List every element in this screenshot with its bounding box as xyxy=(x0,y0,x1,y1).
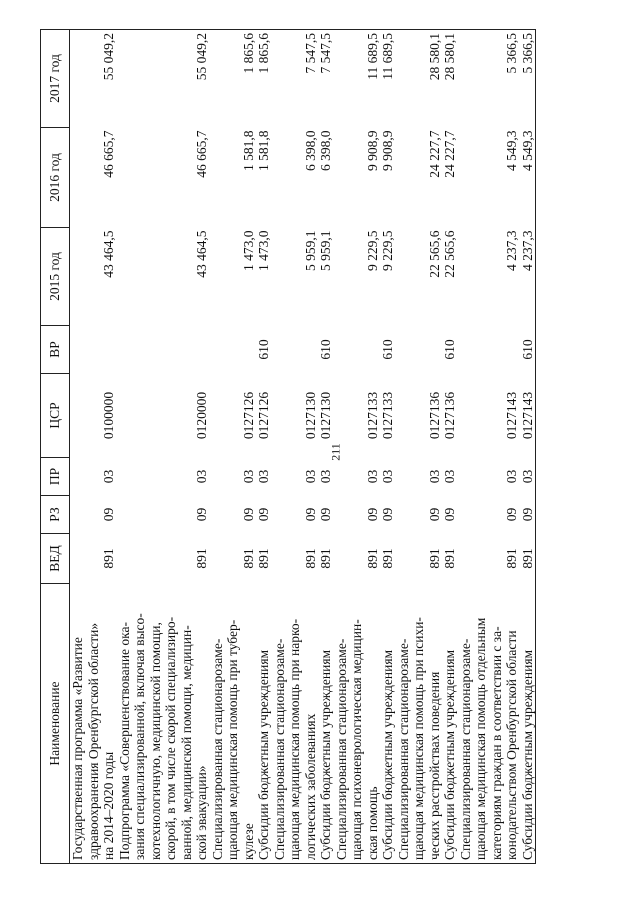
header-name: Наименование xyxy=(41,584,70,864)
cell-ved: 891 xyxy=(101,548,116,569)
row-name-cell xyxy=(458,584,520,864)
cell-rz: 09 xyxy=(318,507,333,522)
row-name-line: ская помощь xyxy=(364,786,380,860)
cell-pr: 03 xyxy=(101,469,116,484)
cell-y2015: 43 464,5 xyxy=(101,230,116,278)
cell-ved: 891 xyxy=(302,548,318,569)
cell-csr: 0120000 xyxy=(194,391,209,440)
cell-csr: 0100000 xyxy=(101,391,116,440)
cell-pr: 03 xyxy=(302,469,318,484)
row-name-line: щающая медицинская помощь при психи- xyxy=(411,617,426,860)
cell-csr: 0127136 xyxy=(442,391,457,440)
row-name-line: Специализированная стационарозаме- xyxy=(457,638,473,860)
cell-y2017: 5 366,5 xyxy=(520,30,536,128)
cell-y2015: 9 229,5 xyxy=(380,230,395,271)
row-name-line: кулезе xyxy=(240,823,256,860)
table-row xyxy=(272,30,319,864)
cell-csr: 0127130 xyxy=(318,391,333,440)
row-name-line: Специализированная стационарозаме- xyxy=(209,638,225,860)
row-name-line: логических заболеваниях xyxy=(302,713,318,860)
cell-vr: 610 xyxy=(442,339,457,360)
cell-y2017: 55 049,2 xyxy=(117,30,210,128)
cell-y2015: 22 565,6 xyxy=(442,230,457,278)
row-name-line: Субсидии бюджетным учреждениям xyxy=(318,649,333,860)
table-row xyxy=(380,30,396,864)
cell-y2016: 4 549,3 xyxy=(520,128,536,228)
cell-rz: 09 xyxy=(256,507,271,522)
cell-y2017: 28 580,1 xyxy=(442,30,458,128)
cell-rz: 09 xyxy=(426,507,442,522)
cell-ved: 891 xyxy=(194,548,209,569)
row-name-line: ванной, медицинской помощи, медицин- xyxy=(178,625,194,860)
cell-ved: 891 xyxy=(240,548,256,569)
row-name-line: Специализированная стационарозаме- xyxy=(271,638,287,860)
row-name-line: ческих расстройствах поведения xyxy=(426,671,442,860)
row-name-line: здравоохранения Оренбургской области» xyxy=(85,622,101,860)
table-row xyxy=(442,30,458,864)
cell-y2016: 6 398,0 xyxy=(318,130,333,171)
table-row xyxy=(318,30,334,864)
cell-ved: 891 xyxy=(318,548,333,569)
row-name-line: щающая психоневрологическая медицин- xyxy=(349,619,364,860)
cell-y2016: 4 549,3 xyxy=(504,130,519,171)
row-name-line: конодательством Оренбургской области xyxy=(504,630,519,860)
table-header-row xyxy=(41,30,70,864)
cell-pr: 03 xyxy=(256,469,271,484)
cell-csr: 0127143 xyxy=(504,391,519,440)
row-name-cell xyxy=(334,584,381,864)
cell-vr xyxy=(272,326,319,374)
table-body xyxy=(70,30,536,864)
header-2015: 2015 год xyxy=(41,228,70,326)
cell-pr: 03 xyxy=(520,458,536,496)
cell-vr: 610 xyxy=(256,339,271,360)
row-name-line: Субсидии бюджетным учреждениям xyxy=(380,649,395,860)
cell-ved: 891 xyxy=(520,534,536,584)
cell-vr: 610 xyxy=(520,326,536,374)
cell-rz: 09 xyxy=(504,507,519,522)
header-vr: ВР xyxy=(41,326,70,374)
header-rz: РЗ xyxy=(41,496,70,534)
table-row xyxy=(458,30,520,864)
row-name-line: скорой, в том числе скорой специализиро- xyxy=(163,616,178,860)
cell-y2015: 4 237,3 xyxy=(520,228,536,326)
cell-y2017: 55 049,2 xyxy=(70,30,117,128)
table-row xyxy=(70,30,117,864)
row-name-cell xyxy=(272,584,319,864)
budget-table xyxy=(40,29,536,864)
cell-y2017: 11 689,5 xyxy=(334,30,381,128)
cell-rz: 09 xyxy=(364,507,380,522)
cell-pr: 03 xyxy=(442,469,457,484)
row-name-line: Специализированная стационарозаме- xyxy=(333,638,349,860)
header-ved: ВЕД xyxy=(41,534,70,584)
cell-y2015: 1 473,0 xyxy=(240,230,256,271)
row-name-line: Субсидии бюджетным учреждениям xyxy=(519,649,535,860)
cell-vr xyxy=(396,326,443,374)
cell-y2015: 9 229,5 xyxy=(364,230,380,271)
cell-pr: 03 xyxy=(504,469,519,484)
cell-y2017: 1 865,6 xyxy=(210,30,257,128)
table-row xyxy=(256,30,272,864)
cell-y2015: 5 959,1 xyxy=(302,230,318,271)
cell-y2016: 1 581,8 xyxy=(240,130,256,171)
cell-csr: 0127136 xyxy=(426,391,442,440)
cell-csr: 0127133 xyxy=(364,391,380,440)
cell-vr: 610 xyxy=(318,339,333,360)
row-name-cell xyxy=(70,584,117,864)
table-row xyxy=(334,30,381,864)
cell-vr xyxy=(334,326,381,374)
row-name-line: Субсидии бюджетным учреждениям xyxy=(256,649,271,860)
row-name-line: ской эвакуации» xyxy=(194,765,209,860)
cell-pr: 03 xyxy=(426,469,442,484)
row-name-line: категориям граждан в соответствии с за- xyxy=(488,626,504,860)
cell-y2015: 5 959,1 xyxy=(318,230,333,271)
cell-pr: 03 xyxy=(380,469,395,484)
cell-rz: 09 xyxy=(240,507,256,522)
cell-rz: 09 xyxy=(442,507,457,522)
cell-y2015: 43 464,5 xyxy=(194,230,209,278)
cell-y2017: 28 580,1 xyxy=(396,30,443,128)
cell-ved: 891 xyxy=(364,548,380,569)
cell-y2017: 1 865,6 xyxy=(256,30,272,128)
cell-y2016: 24 227,7 xyxy=(442,130,457,178)
table-row xyxy=(396,30,443,864)
row-name-line: Специализированная стационарозаме- xyxy=(395,638,411,860)
header-csr: ЦСР xyxy=(41,374,70,458)
row-name-cell xyxy=(256,584,272,864)
cell-ved: 891 xyxy=(504,548,519,569)
page-number: 211 xyxy=(328,443,343,461)
row-name-cell xyxy=(318,584,334,864)
header-2017: 2017 год xyxy=(41,30,70,128)
cell-vr xyxy=(70,326,117,374)
cell-y2015: 4 237,3 xyxy=(504,230,519,271)
cell-csr: 0127126 xyxy=(256,391,271,440)
cell-rz: 09 xyxy=(101,507,116,522)
cell-y2016: 9 908,9 xyxy=(364,130,380,171)
cell-y2015: 1 473,0 xyxy=(256,230,271,271)
cell-y2017: 7 547,5 xyxy=(272,30,319,128)
cell-y2016: 1 581,8 xyxy=(256,130,271,171)
header-pr: ПР xyxy=(41,458,70,496)
row-name-line: щающая медицинская помощь отдельным xyxy=(473,617,488,860)
cell-vr xyxy=(458,326,520,374)
cell-vr xyxy=(117,326,210,374)
row-name-cell xyxy=(396,584,443,864)
cell-pr: 03 xyxy=(364,469,380,484)
cell-ved: 891 xyxy=(426,548,442,569)
row-name-cell xyxy=(520,584,536,864)
cell-rz: 09 xyxy=(302,507,318,522)
row-name-line: на 2014–2020 годы xyxy=(101,751,116,860)
cell-vr: 610 xyxy=(380,339,395,360)
cell-y2015: 22 565,6 xyxy=(426,230,442,278)
cell-csr: 0127143 xyxy=(520,374,536,458)
cell-ved: 891 xyxy=(256,548,271,569)
row-name-line: щающая медицинская помощь при тубер- xyxy=(225,619,240,860)
cell-y2016: 46 665,7 xyxy=(194,130,209,178)
table-row xyxy=(117,30,210,864)
cell-vr xyxy=(210,326,257,374)
cell-pr: 03 xyxy=(318,469,333,484)
cell-y2016: 46 665,7 xyxy=(101,130,116,178)
cell-y2016: 24 227,7 xyxy=(426,130,442,178)
row-name-line: щающая медицинская помощь при нарко- xyxy=(287,618,302,860)
cell-rz: 09 xyxy=(380,507,395,522)
table-row xyxy=(520,30,536,864)
row-name-line: зания специализированной, включая высо- xyxy=(132,613,147,860)
cell-y2016: 6 398,0 xyxy=(302,130,318,171)
row-name-line: котехнологичную, медицинской помощи, xyxy=(147,622,163,860)
cell-csr: 0127126 xyxy=(240,391,256,440)
cell-y2017: 5 366,5 xyxy=(458,30,520,128)
header-2016: 2016 год xyxy=(41,128,70,228)
rotated-page xyxy=(40,30,595,864)
row-name-cell xyxy=(210,584,257,864)
cell-ved: 891 xyxy=(442,548,457,569)
cell-y2017: 7 547,5 xyxy=(318,30,334,128)
row-name-cell xyxy=(117,584,210,864)
cell-ved: 891 xyxy=(380,548,395,569)
row-name-line: Подпрограмма «Совершенствование ока- xyxy=(116,621,132,860)
cell-y2016: 9 908,9 xyxy=(380,130,395,171)
row-name-line: Субсидии бюджетным учреждениям xyxy=(442,649,457,860)
row-name-cell xyxy=(442,584,458,864)
cell-csr: 0127133 xyxy=(380,391,395,440)
cell-pr: 03 xyxy=(240,469,256,484)
table-row xyxy=(210,30,257,864)
cell-y2017: 11 689,5 xyxy=(380,30,396,128)
row-name-line: Государственная программа «Развитие xyxy=(70,637,85,860)
cell-rz: 09 xyxy=(520,496,536,534)
cell-rz: 09 xyxy=(194,507,209,522)
cell-csr: 0127130 xyxy=(302,391,318,440)
cell-pr: 03 xyxy=(194,469,209,484)
row-name-cell xyxy=(380,584,396,864)
